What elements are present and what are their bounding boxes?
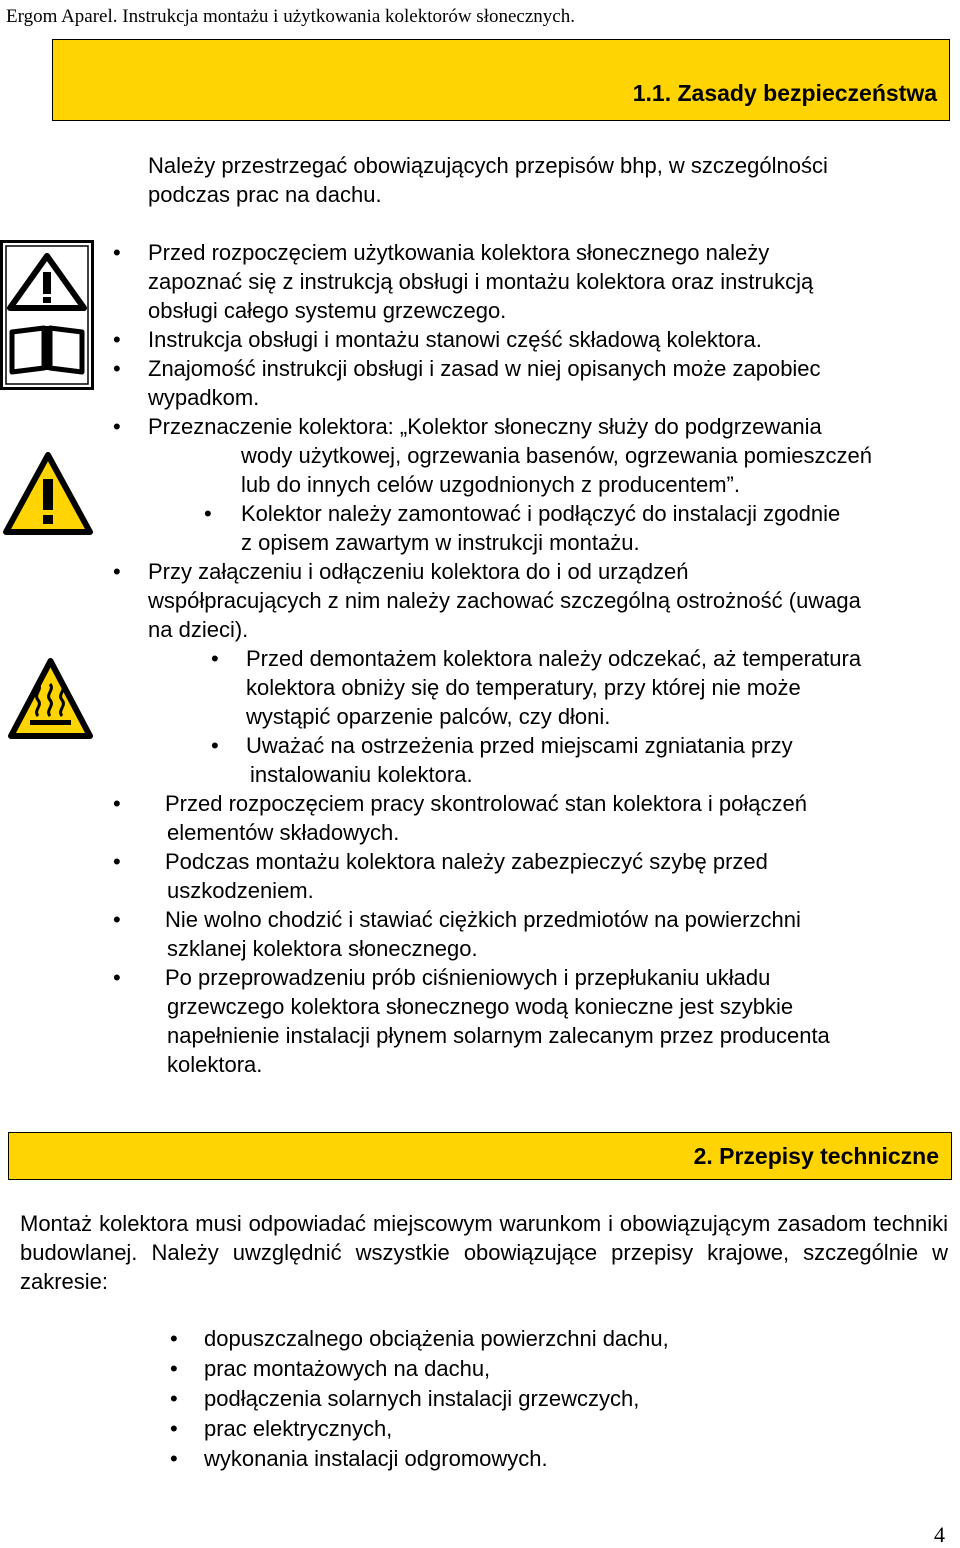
safety-item-8-line-2: instalowaniu kolektora. xyxy=(250,762,473,787)
bullet-marker xyxy=(113,789,121,818)
bullet-marker xyxy=(204,499,212,528)
safety-item-10-line-2: uszkodzeniem. xyxy=(167,878,314,903)
bullet-marker xyxy=(113,905,121,934)
bullet-marker xyxy=(113,963,121,992)
bullet-marker xyxy=(113,238,121,267)
safety-item-2-line-1: Instrukcja obsługi i montażu stanowi część składową kolektora. xyxy=(148,327,762,352)
bullet-marker xyxy=(211,731,219,760)
document-header: Ergom Aparel. Instrukcja montażu i użytkowania kolektorów słonecznych. xyxy=(6,6,575,27)
safety-item-12-line-4: kolektora. xyxy=(167,1052,263,1077)
safety-item-9-line-2: elementów składowych. xyxy=(167,820,400,845)
safety-item-5-line-2: z opisem zawartym w instrukcji montażu. xyxy=(241,530,640,555)
safety-item-5-line-1: Kolektor należy zamontować i podłączyć do instalacji zgodnie xyxy=(241,501,841,526)
safety-item-1-line-1: Przed rozpoczęciem użytkowania kolektora słonecznego należy xyxy=(148,240,770,265)
safety-item-8-line-1: Uważać na ostrzeżenia przed miejscami zgniatania przy xyxy=(246,733,793,758)
safety-item-3-line-1: Znajomość instrukcji obsługi i zasad w niej opisanych może zapobiec xyxy=(148,356,821,381)
bullet-marker xyxy=(170,1324,178,1353)
bullet-marker xyxy=(113,557,121,586)
technical-item-4: prac elektrycznych, xyxy=(204,1416,393,1441)
safety-item-1-line-2: zapoznać się z instrukcją obsługi i montażu kolektora oraz instrukcją xyxy=(148,269,814,294)
page-number: 4 xyxy=(934,1522,945,1547)
warning-read-manual-icon xyxy=(0,240,94,390)
safety-item-4-line-1: Przeznaczenie kolektora: „Kolektor słoneczny służy do podgrzewania xyxy=(148,414,822,439)
technical-paragraph: Montaż kolektora musi odpowiadać miejscowym warunkom i obowiązującym zasadom techniki budowlanej. Należy uwzględnić wszystkie obowiązujące przepisy krajowe, szczególnie w zakresie: xyxy=(20,1211,948,1294)
section-title: 1.1. Zasady bezpieczeństwa xyxy=(632,80,937,106)
section-banner-technical xyxy=(8,1132,952,1180)
safety-item-7-line-3: wystąpić oparzenie palców, czy dłoni. xyxy=(246,704,611,729)
safety-item-6-line-3: na dzieci). xyxy=(148,617,249,642)
intro-line-1: Należy przestrzegać obowiązujących przepisów bhp, w szczególności xyxy=(148,153,828,178)
technical-item-3: podłączenia solarnych instalacji grzewczych, xyxy=(204,1386,640,1411)
intro-line-2: podczas prac na dachu. xyxy=(148,182,382,207)
bullet-marker xyxy=(113,325,121,354)
safety-item-6-line-1: Przy załączeniu i odłączeniu kolektora do i od urządzeń xyxy=(148,559,689,584)
safety-item-12-line-3: napełnienie instalacji płynem solarnym zalecanym przez producenta xyxy=(167,1023,830,1048)
safety-item-11-line-2: szklanej kolektora słonecznego. xyxy=(167,936,478,961)
section-title: 2. Przepisy techniczne xyxy=(693,1143,939,1169)
bullet-marker xyxy=(113,847,121,876)
safety-item-11-line-1: Nie wolno chodzić i stawiać ciężkich przedmiotów na powierzchni xyxy=(165,907,801,932)
bullet-marker xyxy=(113,412,121,441)
bullet-marker xyxy=(170,1384,178,1413)
bullet-marker xyxy=(211,644,219,673)
technical-item-1: dopuszczalnego obciążenia powierzchni dachu, xyxy=(204,1326,669,1351)
safety-item-6-line-2: współpracujących z nim należy zachować szczególną ostrożność (uwaga xyxy=(148,588,861,613)
bullet-marker xyxy=(170,1354,178,1383)
safety-item-7-line-1: Przed demontażem kolektora należy odczekać, aż temperatura xyxy=(246,646,862,671)
technical-item-2: prac montażowych na dachu, xyxy=(204,1356,491,1381)
bullet-marker xyxy=(170,1414,178,1443)
general-warning-icon xyxy=(3,452,93,536)
safety-item-10-line-1: Podczas montażu kolektora należy zabezpieczyć szybę przed xyxy=(165,849,768,874)
safety-item-4-line-3: lub do innych celów uzgodnionych z producentem”. xyxy=(241,472,740,497)
bullet-marker xyxy=(113,354,121,383)
safety-item-12-line-2: grzewczego kolektora słonecznego wodą konieczne jest szybkie xyxy=(167,994,794,1019)
safety-item-7-line-2: kolektora obniży się do temperatury, przy której nie może xyxy=(246,675,801,700)
safety-item-4-line-2: wody użytkowej, ogrzewania basenów, ogrzewania pomieszczeń xyxy=(241,443,873,468)
safety-item-1-line-3: obsługi całego systemu grzewczego. xyxy=(148,298,507,323)
section-banner-safety xyxy=(52,39,950,121)
bullet-marker xyxy=(170,1444,178,1473)
safety-item-12-line-1: Po przeprowadzeniu prób ciśnieniowych i przepłukaniu układu xyxy=(165,965,771,990)
safety-item-3-line-2: wypadkom. xyxy=(148,385,260,410)
technical-item-5: wykonania instalacji odgromowych. xyxy=(204,1446,548,1471)
safety-item-9-line-1: Przed rozpoczęciem pracy skontrolować stan kolektora i połączeń xyxy=(165,791,807,816)
hot-surface-warning-icon xyxy=(8,658,93,740)
